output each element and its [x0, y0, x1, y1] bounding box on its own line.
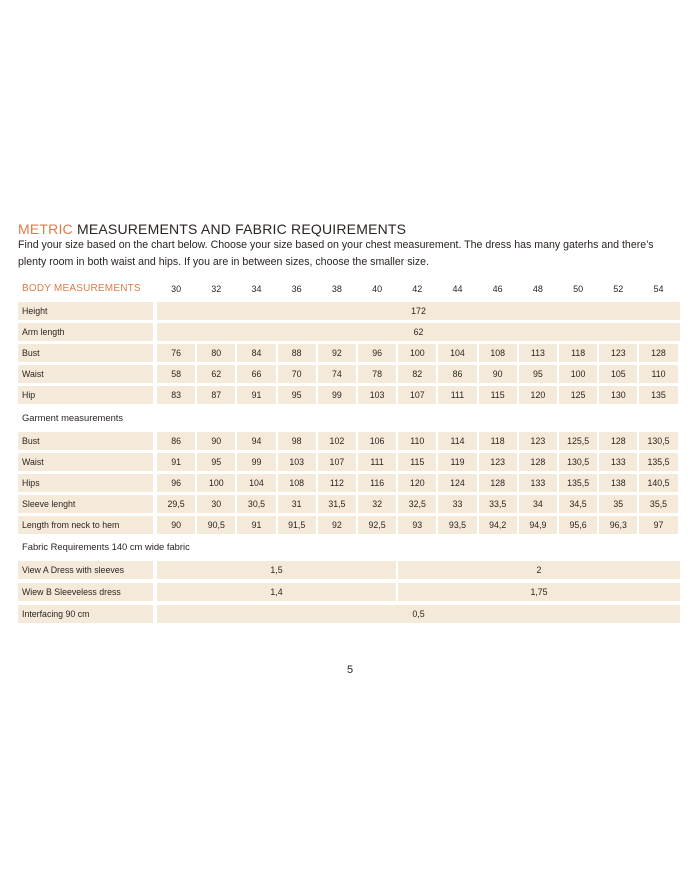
table-cell: 83 [157, 386, 195, 404]
table-cell: 115 [398, 453, 436, 471]
table-cell: 95 [197, 453, 235, 471]
table-cell: 32 [358, 495, 396, 513]
size-column-header: 52 [613, 284, 624, 294]
row-label: Hip [18, 386, 153, 404]
table-cell: 112 [318, 474, 356, 492]
table-cell: 128 [519, 453, 557, 471]
fabric-value-large-sizes: 1,75 [398, 583, 680, 601]
table-cell: 100 [559, 365, 597, 383]
table-cell: 114 [438, 432, 476, 450]
row-label: Bust [18, 344, 153, 362]
table-cell: 110 [639, 365, 677, 383]
table-cell: 34 [519, 495, 557, 513]
table-cell: 133 [599, 453, 637, 471]
body-row [18, 344, 680, 362]
table-cell: 135 [639, 386, 677, 404]
table-cell: 80 [197, 344, 235, 362]
table-cell: 94,2 [479, 516, 517, 534]
table-cell: 30,5 [237, 495, 275, 513]
table-cell: 123 [519, 432, 557, 450]
fabric-value-large-sizes: 2 [398, 561, 680, 579]
body-row [18, 302, 680, 320]
table-cell: 97 [639, 516, 677, 534]
title-rest: MEASUREMENTS AND FABRIC REQUIREMENTS [72, 221, 407, 237]
body-row [18, 323, 680, 341]
row-label: Hips [18, 474, 153, 492]
table-cell: 116 [358, 474, 396, 492]
row-label: Height [18, 302, 153, 320]
row-label: Length from neck to hem [18, 516, 153, 534]
table-cell: 108 [278, 474, 316, 492]
table-cell: 124 [438, 474, 476, 492]
table-cell: 31 [278, 495, 316, 513]
table-cell: 31,5 [318, 495, 356, 513]
table-cell: 106 [358, 432, 396, 450]
table-cell: 96 [157, 474, 195, 492]
page-title [18, 221, 406, 237]
table-cell: 111 [358, 453, 396, 471]
table-cell: 110 [398, 432, 436, 450]
fabric-value-small-sizes: 1,5 [157, 561, 396, 579]
table-cell: 95,6 [559, 516, 597, 534]
table-cell: 58 [157, 365, 195, 383]
table-cell: 88 [278, 344, 316, 362]
table-cell: 82 [398, 365, 436, 383]
table-cell: 105 [599, 365, 637, 383]
table-cell: 74 [318, 365, 356, 383]
table-cell: 119 [438, 453, 476, 471]
table-cell: 111 [438, 386, 476, 404]
table-cell: 99 [318, 386, 356, 404]
table-cell: 87 [197, 386, 235, 404]
table-cell: 135,5 [559, 474, 597, 492]
table-cell: 108 [479, 344, 517, 362]
table-cell: 92 [318, 516, 356, 534]
table-cell: 84 [237, 344, 275, 362]
table-cell: 91 [237, 386, 275, 404]
size-column-header: 50 [573, 284, 584, 294]
table-cell: 66 [237, 365, 275, 383]
table-cell: 96 [358, 344, 396, 362]
table-cell: 98 [278, 432, 316, 450]
garment-row [18, 516, 680, 534]
spanning-value: 172 [157, 302, 680, 320]
row-label: Waist [18, 453, 153, 471]
table-cell: 102 [318, 432, 356, 450]
table-cell: 133 [519, 474, 557, 492]
body-row [18, 386, 680, 404]
row-label: Waist [18, 365, 153, 383]
table-cell: 103 [278, 453, 316, 471]
size-column-header: 48 [532, 284, 543, 294]
table-cell: 70 [278, 365, 316, 383]
size-column-header: 34 [251, 284, 262, 294]
garment-row [18, 432, 680, 450]
table-cell: 125,5 [559, 432, 597, 450]
table-cell: 62 [197, 365, 235, 383]
table-cell: 118 [479, 432, 517, 450]
table-cell: 90 [479, 365, 517, 383]
table-cell: 91,5 [278, 516, 316, 534]
table-cell: 95 [278, 386, 316, 404]
table-cell: 135,5 [639, 453, 677, 471]
row-label: Wiew B Sleeveless dress [18, 583, 153, 601]
fabric-requirements-header: Fabric Requirements 140 cm wide fabric [22, 541, 190, 552]
fabric-row [18, 605, 680, 623]
table-cell: 92 [318, 344, 356, 362]
table-cell: 120 [519, 386, 557, 404]
table-cell: 92,5 [358, 516, 396, 534]
table-cell: 93,5 [438, 516, 476, 534]
table-cell: 125 [559, 386, 597, 404]
table-cell: 96,3 [599, 516, 637, 534]
row-label: View A Dress with sleeves [18, 561, 153, 579]
fabric-row [18, 583, 680, 601]
table-cell: 93 [398, 516, 436, 534]
table-cell: 30 [197, 495, 235, 513]
table-cell: 95 [519, 365, 557, 383]
table-cell: 104 [438, 344, 476, 362]
size-column-header: 36 [291, 284, 302, 294]
table-cell: 99 [237, 453, 275, 471]
intro-text [18, 237, 688, 271]
table-cell: 34,5 [559, 495, 597, 513]
row-label: Interfacing 90 cm [18, 605, 153, 623]
table-cell: 90 [157, 516, 195, 534]
size-header-row [18, 280, 680, 298]
table-cell: 130,5 [559, 453, 597, 471]
table-cell: 86 [157, 432, 195, 450]
table-cell: 103 [358, 386, 396, 404]
table-cell: 123 [479, 453, 517, 471]
garment-measurements-header: Garment measurements [22, 412, 124, 423]
page-number: 5 [346, 664, 354, 676]
table-cell: 33,5 [479, 495, 517, 513]
size-column-header: 54 [653, 284, 664, 294]
table-cell: 118 [559, 344, 597, 362]
table-cell: 35,5 [639, 495, 677, 513]
size-column-header: 40 [372, 284, 383, 294]
table-cell: 35 [599, 495, 637, 513]
table-cell: 130 [599, 386, 637, 404]
size-column-header: 44 [452, 284, 463, 294]
table-cell: 94,9 [519, 516, 557, 534]
row-label: Arm length [18, 323, 153, 341]
table-cell: 120 [398, 474, 436, 492]
table-cell: 76 [157, 344, 195, 362]
table-cell: 100 [197, 474, 235, 492]
table-cell: 128 [479, 474, 517, 492]
table-cell: 86 [438, 365, 476, 383]
table-cell: 107 [398, 386, 436, 404]
size-column-header: 30 [171, 284, 182, 294]
intro-line: Find your size based on the chart below. Choose your size based on your chest measurement. The dress has many gaterhs and there’s [18, 239, 654, 251]
row-label: Sleeve lenght [18, 495, 153, 513]
size-column-header: 38 [331, 284, 342, 294]
table-cell: 128 [599, 432, 637, 450]
size-column-header: 42 [412, 284, 423, 294]
table-cell: 107 [318, 453, 356, 471]
table-cell: 113 [519, 344, 557, 362]
intro-line: plenty room in both waist and hips. If you are in between sizes, choose the smaller size. [18, 256, 430, 268]
garment-row [18, 474, 680, 492]
table-cell: 115 [479, 386, 517, 404]
spanning-value: 0,5 [157, 605, 680, 623]
table-cell: 91 [157, 453, 195, 471]
table-cell: 32,5 [398, 495, 436, 513]
table-cell: 78 [358, 365, 396, 383]
garment-row [18, 453, 680, 471]
fabric-value-small-sizes: 1,4 [157, 583, 396, 601]
body-measurements-header: BODY MEASUREMENTS [22, 283, 141, 294]
table-cell: 140,5 [639, 474, 677, 492]
body-row [18, 365, 680, 383]
garment-row [18, 495, 680, 513]
table-cell: 138 [599, 474, 637, 492]
table-cell: 123 [599, 344, 637, 362]
table-cell: 130,5 [639, 432, 677, 450]
table-cell: 104 [237, 474, 275, 492]
title-accent: METRIC [18, 221, 73, 237]
size-column-header: 46 [492, 284, 503, 294]
table-cell: 90,5 [197, 516, 235, 534]
table-cell: 90 [197, 432, 235, 450]
table-cell: 94 [237, 432, 275, 450]
row-label: Bust [18, 432, 153, 450]
table-cell: 29,5 [157, 495, 195, 513]
table-cell: 100 [398, 344, 436, 362]
table-cell: 128 [639, 344, 677, 362]
fabric-row [18, 561, 680, 579]
table-cell: 91 [237, 516, 275, 534]
size-column-header: 32 [211, 284, 222, 294]
spanning-value: 62 [157, 323, 680, 341]
table-cell: 33 [438, 495, 476, 513]
